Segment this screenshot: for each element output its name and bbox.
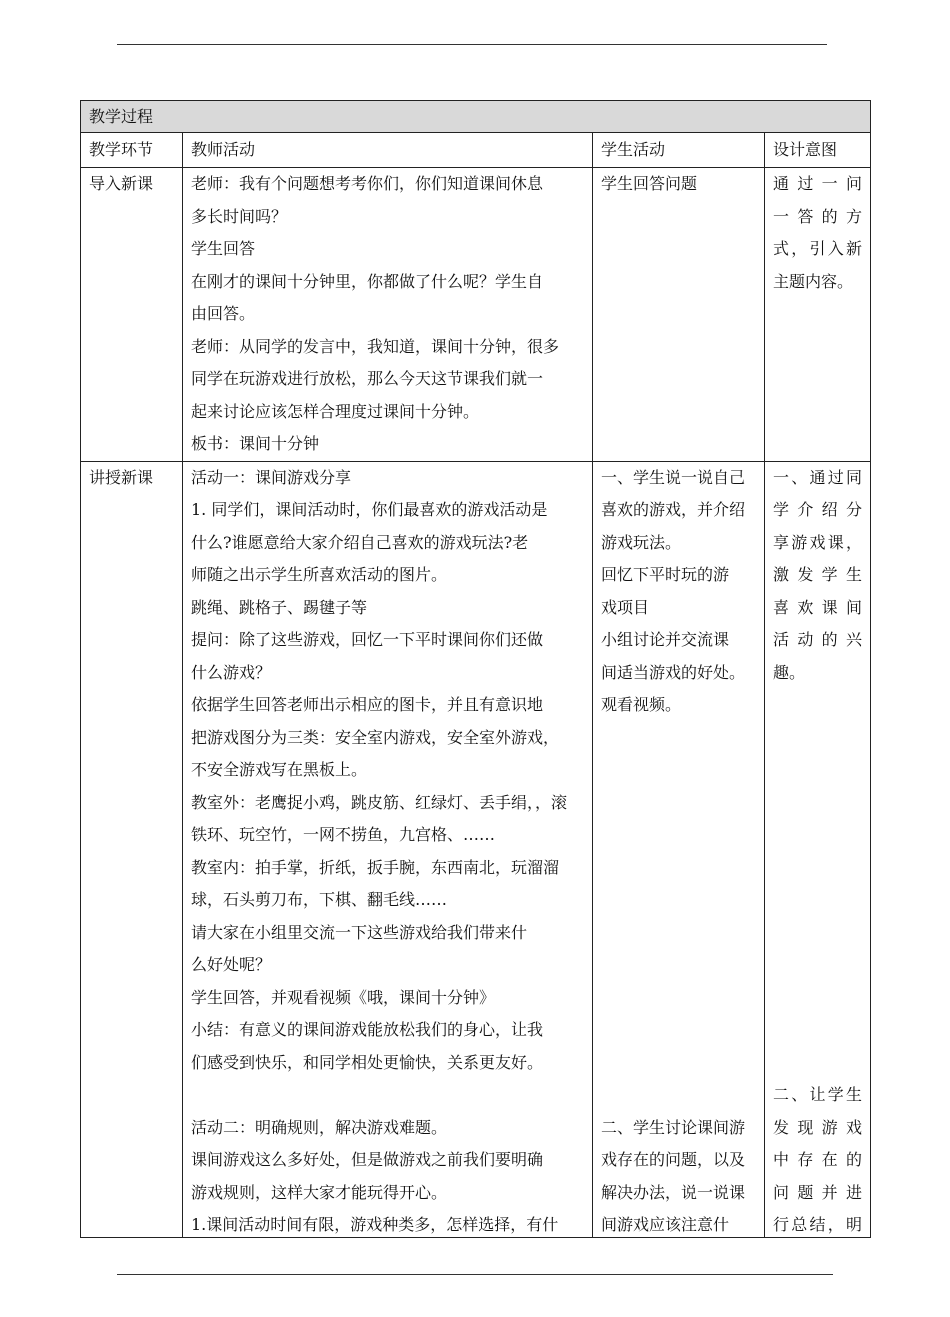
- cell-line: 跳绳、跳格子、踢毽子等: [191, 597, 368, 617]
- cell-line: 激发学生: [773, 565, 863, 584]
- cell-line: [601, 949, 756, 982]
- cell-line: [773, 1014, 862, 1047]
- cell-line: 喜欢的游戏，并介绍: [601, 500, 746, 519]
- cell-line: 喜欢课间: [773, 597, 863, 617]
- cell-line: 学生回答问题: [601, 174, 698, 193]
- cell-line: 教室内：拍手掌，折纸，扳手腕，东西南北，玩溜溜: [191, 857, 560, 877]
- student-activity-cell: [593, 461, 765, 1237]
- cell-line: 戏存在的问题，以及: [601, 1150, 746, 1169]
- table-row: [81, 461, 871, 1237]
- cell-line: 问题并进: [773, 1182, 863, 1202]
- cell-line: 板书：课间十分钟: [191, 434, 320, 453]
- design-intent-cell: [765, 461, 871, 1237]
- cell-line: [601, 884, 756, 917]
- cell-line: 同学在玩游戏进行放松，那么今天这节课我们就一: [191, 369, 544, 388]
- cell-line: [773, 917, 862, 950]
- header-intent: 设计意图: [765, 133, 871, 168]
- student-activity-text: [601, 168, 756, 201]
- design-intent-text: [773, 462, 862, 1237]
- cell-line: [601, 754, 756, 787]
- footer-rule: [117, 1274, 833, 1275]
- cell-line: 1. 同学们，课间活动时，你们最喜欢的游戏活动是: [191, 500, 548, 519]
- cell-line: 学生回答，并观看视频《哦，课间十分钟》: [191, 987, 496, 1007]
- cell-line: 活动二：明确规则，解决游戏难题。: [191, 1117, 448, 1137]
- cell-line: [601, 819, 756, 852]
- cell-line: 提问：除了这些游戏，回忆一下平时课间你们还做: [191, 630, 544, 649]
- cell-line: 二、学生讨论课间游: [601, 1117, 746, 1137]
- cell-line: 戏项目: [601, 597, 650, 617]
- cell-line: [601, 1079, 756, 1112]
- cell-line: [773, 689, 862, 722]
- design-intent-cell: [765, 168, 871, 462]
- cell-line: 1.课间活动时间有限，游戏种类多，怎样选择，有什: [191, 1215, 559, 1234]
- cell-line: [601, 1047, 756, 1080]
- table-title-row: [81, 101, 871, 133]
- teacher-activity-text: [191, 168, 584, 461]
- cell-line: 们感受到快乐，和同学相处更愉快，关系更友好。: [191, 1052, 544, 1072]
- table-header-row: [81, 133, 871, 168]
- header-rule: [117, 44, 827, 45]
- cell-line: 由回答。: [191, 304, 256, 323]
- cell-line: 回忆下平时玩的游: [601, 565, 730, 584]
- cell-line: 游戏规则，这样大家才能玩得开心。: [191, 1182, 448, 1202]
- table-title: 教学过程: [81, 101, 871, 133]
- stage-cell: 讲授新课: [81, 461, 183, 1237]
- cell-line: [601, 982, 756, 1015]
- cell-line: 学介绍分: [773, 500, 863, 519]
- design-intent-text: [773, 168, 862, 298]
- cell-line: 么好处呢？: [191, 955, 272, 974]
- cell-line: [191, 1079, 584, 1112]
- cell-line: [773, 819, 862, 852]
- cell-line: [601, 787, 756, 820]
- cell-line: 什么游戏？: [191, 662, 272, 682]
- table-row: [81, 168, 871, 462]
- cell-line: 一、学生说一说自己: [601, 467, 746, 487]
- cell-line: 老师：我有个问题想考考你们，你们知道课间休息: [191, 174, 544, 193]
- cell-line: [773, 982, 862, 1015]
- cell-line: 行总结，明: [773, 1215, 863, 1234]
- cell-line: 享游戏课，: [773, 532, 863, 552]
- cell-line: 一、通过同: [773, 467, 863, 487]
- cell-line: 主题内容。: [773, 271, 854, 291]
- teacher-activity-cell: [183, 168, 593, 462]
- cell-line: 什么?谁愿意给大家介绍自己喜欢的游戏玩法?老: [191, 532, 529, 552]
- cell-line: [601, 852, 756, 885]
- cell-line: [773, 722, 862, 755]
- cell-line: 依据学生回答老师出示相应的图卡，并且有意识地: [191, 695, 544, 714]
- header-student: 学生活动: [593, 133, 765, 168]
- cell-line: 通过一问: [773, 174, 863, 193]
- cell-line: 间适当游戏的好处。: [601, 662, 746, 682]
- header-teacher: 教师活动: [183, 133, 593, 168]
- cell-line: 解决办法，说一说课: [601, 1182, 746, 1202]
- cell-line: 活动的兴: [773, 630, 863, 649]
- cell-line: 式，引入新: [773, 239, 863, 258]
- cell-line: [601, 917, 756, 950]
- lesson-plan-table: [80, 100, 871, 1238]
- cell-line: 师随之出示学生所喜欢活动的图片。: [191, 565, 448, 584]
- cell-line: [773, 754, 862, 787]
- cell-line: 球，石头剪刀布，下棋、翻毛线……: [191, 890, 448, 909]
- cell-line: 请大家在小组里交流一下这些游戏给我们带来什: [191, 922, 528, 942]
- cell-line: 教室外：老鹰捉小鸡，跳皮筋、红绿灯、丢手绢，，滚: [191, 792, 568, 812]
- student-activity-text: [601, 462, 756, 1237]
- cell-line: 在刚才的课间十分钟里，你都做了什么呢？学生自: [191, 271, 544, 291]
- cell-line: 起来讨论应该怎样合理度过课间十分钟。: [191, 401, 480, 421]
- stage-cell: 导入新课: [81, 168, 183, 462]
- cell-line: 不安全游戏写在黑板上。: [191, 760, 368, 779]
- cell-line: 老师：从同学的发言中，我知道，课间十分钟，很多: [191, 336, 560, 356]
- header-stage: 教学环节: [81, 133, 183, 168]
- cell-line: 二、让学生: [773, 1085, 863, 1104]
- cell-line: 小结：有意义的课间游戏能放松我们的身心，让我: [191, 1020, 544, 1039]
- cell-line: [601, 722, 756, 755]
- cell-line: 学生回答: [191, 239, 256, 258]
- cell-line: 铁环、玩空竹，一网不捞鱼，九宫格、……: [191, 825, 496, 844]
- cell-line: [601, 1014, 756, 1047]
- cell-line: 间游戏应该注意什: [601, 1215, 730, 1234]
- teacher-activity-text: [191, 462, 584, 1237]
- cell-line: 观看视频。: [601, 695, 682, 714]
- cell-line: [773, 787, 862, 820]
- student-activity-cell: [593, 168, 765, 462]
- cell-line: 游戏玩法。: [601, 532, 682, 552]
- cell-line: [773, 1047, 862, 1080]
- cell-line: 活动一：课间游戏分享: [191, 467, 352, 487]
- cell-line: 课间游戏这么多好处，但是做游戏之前我们要明确: [191, 1150, 544, 1169]
- cell-line: 中存在的: [773, 1150, 863, 1169]
- cell-line: 多长时间吗？: [191, 206, 288, 226]
- cell-line: [773, 884, 862, 917]
- cell-line: [773, 852, 862, 885]
- cell-line: 一答的方: [773, 206, 863, 226]
- cell-line: 发现游戏: [773, 1117, 863, 1137]
- teacher-activity-cell: [183, 461, 593, 1237]
- cell-line: 把游戏图分为三类：安全室内游戏，安全室外游戏，: [191, 727, 560, 747]
- cell-line: 小组讨论并交流课: [601, 630, 730, 649]
- cell-line: 趣。: [773, 662, 806, 682]
- cell-line: [773, 949, 862, 982]
